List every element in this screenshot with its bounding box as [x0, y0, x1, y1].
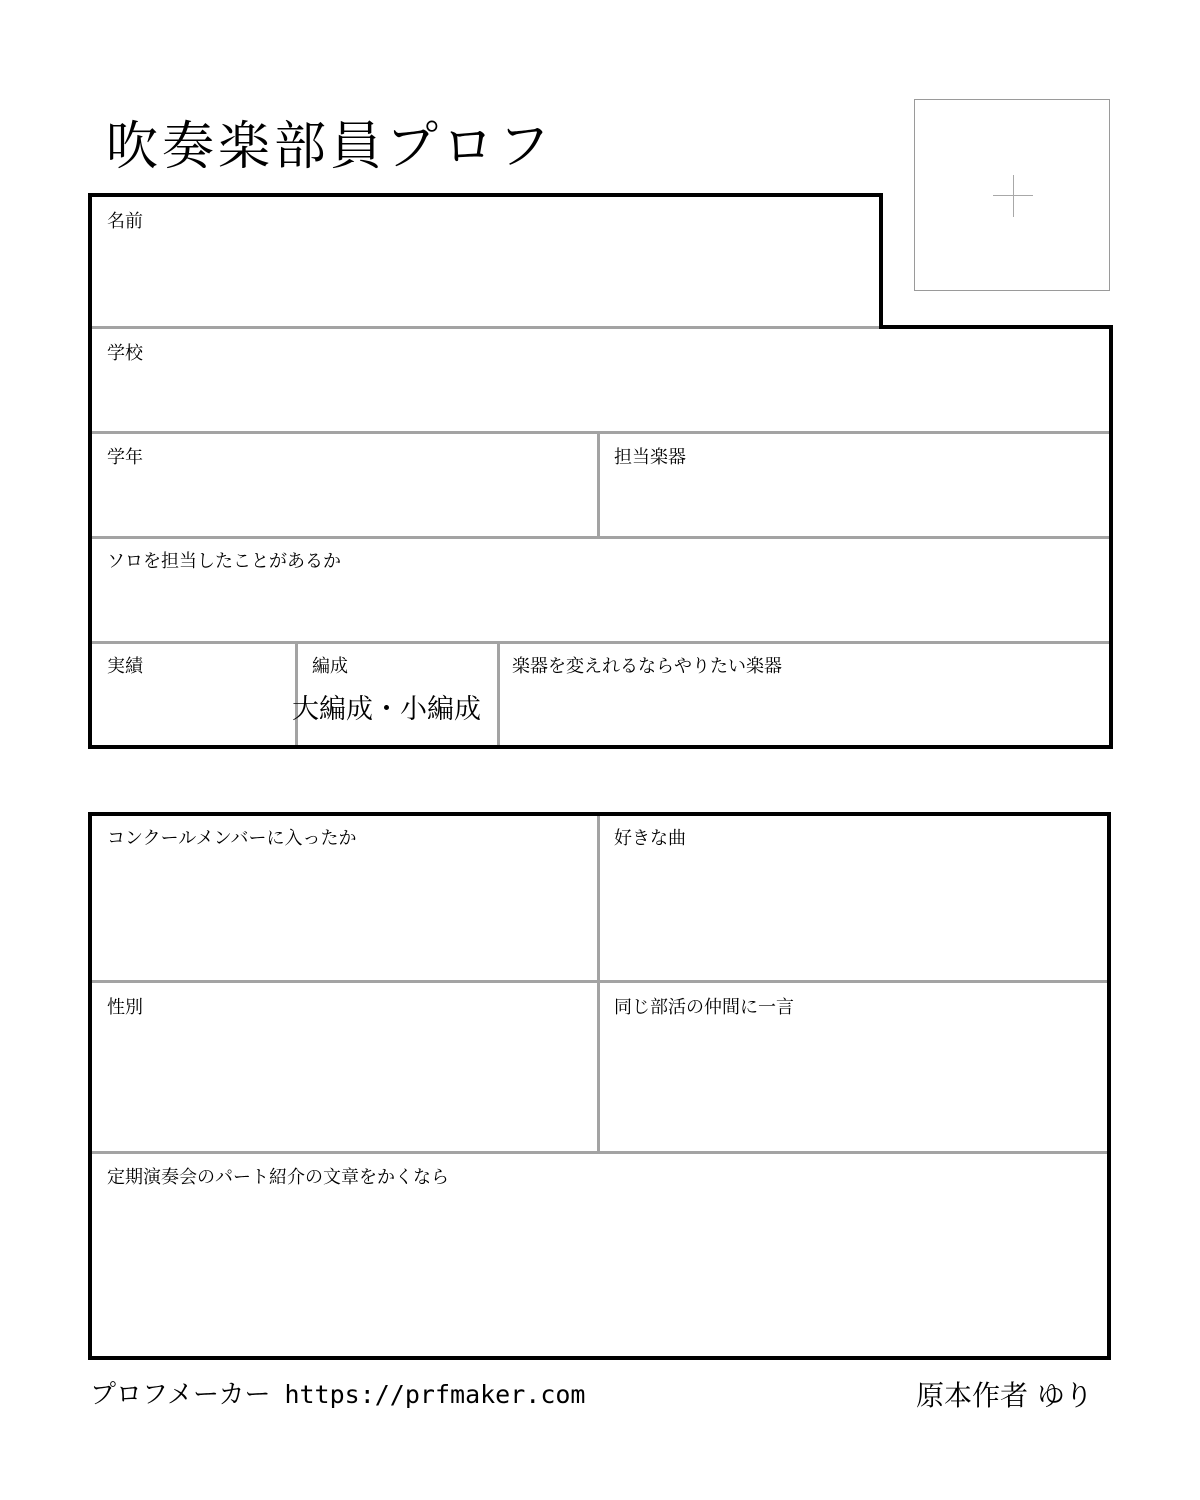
favorite-song-label: 好きな曲 — [614, 828, 686, 849]
change-instrument-label: 楽器を変えれるならやりたい楽器 — [512, 656, 782, 677]
maker-label: プロフメーカー — [90, 1380, 271, 1410]
concert-intro-label: 定期演奏会のパート紹介の文章をかくなら — [107, 1167, 449, 1188]
message-label: 同じ部活の仲間に一言 — [614, 997, 794, 1018]
grade-cell[interactable] — [92, 434, 597, 536]
footer-maker — [90, 1374, 585, 1411]
footer-author: 原本作者 ゆり — [916, 1379, 1093, 1412]
school-cell[interactable] — [92, 329, 1109, 431]
concours-label: コンクールメンバーに入ったか — [107, 828, 357, 849]
maker-url-link[interactable]: https://prfmaker.com — [284, 1380, 586, 1409]
instrument-label: 担当楽器 — [614, 447, 686, 468]
name-label: 名前 — [107, 211, 143, 232]
name-cell[interactable] — [92, 197, 879, 326]
school-label: 学校 — [107, 343, 143, 364]
photo-upload-box[interactable] — [914, 99, 1110, 291]
gender-cell[interactable] — [92, 983, 597, 1151]
grade-label: 学年 — [107, 447, 143, 468]
solo-label: ソロを担当したことがあるか — [107, 551, 341, 572]
achievements-label: 実績 — [107, 656, 143, 677]
formation-label: 編成 — [312, 656, 348, 677]
page-title: 吹奏楽部員プロフ — [106, 117, 555, 177]
gender-label: 性別 — [107, 997, 143, 1018]
formation-options[interactable]: 大編成・小編成 — [292, 694, 481, 725]
